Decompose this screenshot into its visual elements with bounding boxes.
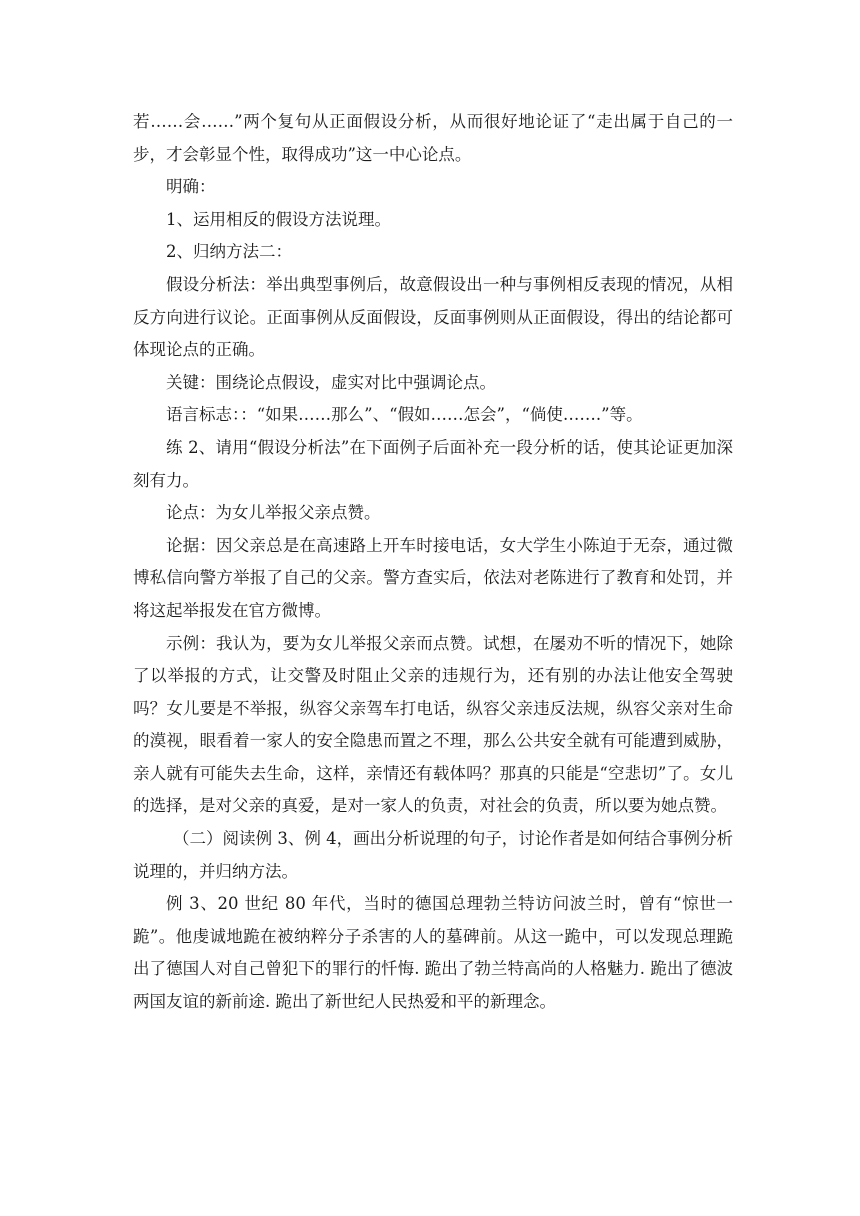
paragraph-language-markers: 语言标志：：“如果……那么”、“假如……怎会”，“倘使…….”等。: [166, 405, 643, 425]
paragraph-method-definition: 假设分析法：举出典型事例后，故意假设出一种与事例相反表现的情况，从相反方向进行议论。正面事例从反面假设，反面事例则从正面假设，得出的结论都可体现论点的正确。: [133, 274, 733, 360]
paragraph-continuation: 若……会……”两个复句从正面假设分析，从而很好地论证了“走出属于自己的一步，才会彰显个性，取得成功”这一中心论点。: [133, 112, 733, 164]
paragraph-thesis: 论点：为女儿举报父亲点赞。: [166, 503, 381, 523]
paragraph-section-2: （二）阅读例 3、例 4，画出分析说理的句子，讨论作者是如何结合事例分析说理的，并归纳方法。: [133, 829, 733, 881]
paragraph-key: 关键：围绕论点假设，虚实对比中强调论点。: [166, 372, 496, 392]
paragraph-exercise-2: 练 2、请用“假设分析法”在下面例子后面补充一段分析的话，使其论证更加深刻有力。: [133, 437, 733, 490]
paragraph-evidence: 论据：因父亲总是在高速路上开车时接电话，女大学生小陈迫于无奈，通过微博私信向警方举报了自己的父亲。警方查实后，依法对老陈进行了教育和处罚，并将这起举报发在官方微博。: [133, 535, 733, 620]
document-body: [133, 106, 733, 1019]
paragraph-example-answer: 示例：我认为，要为女儿举报父亲而点赞。试想，在屡劝不听的情况下，她除了以举报的方式，让交警及时阻止父亲的违规行为，还有别的办法让他安全驾驶吗？女儿要是不举报，纵容父亲驾车打电话，纵容父亲违反法规，纵容父亲对生命的漠视，眼看着一家人的安全隐患而置之不理，那么公共安全就有可能遭到威胁，亲人就有可能失去生命，这样，亲情还有载体吗？那真的只能是“空悲切”了。女儿的选择，是对父亲的真爱，是对一家人的负责，对社会的负责，所以要为她点赞。: [133, 633, 733, 816]
paragraph-point-1: 1、运用相反的假设方法说理。: [166, 209, 391, 229]
paragraph-clarify-heading: 明确：: [166, 177, 216, 197]
paragraph-example-3: 例 3、20 世纪 80 年代，当时的德国总理勃兰特访问波兰时，曾有“惊世一跪”。他虔诚地跪在被纳粹分子杀害的人的墓碑前。从这一跪中，可以发现总理跪出了德国人对自己曾犯下的罪行的忏悔. 跪出了勃兰特高尚的人格魅力. 跪出了德波两国友谊的新前途. 跪出了新世纪人民热爱和平的新理念。: [133, 894, 733, 1012]
paragraph-point-2: 2、归纳方法二：: [166, 242, 292, 262]
